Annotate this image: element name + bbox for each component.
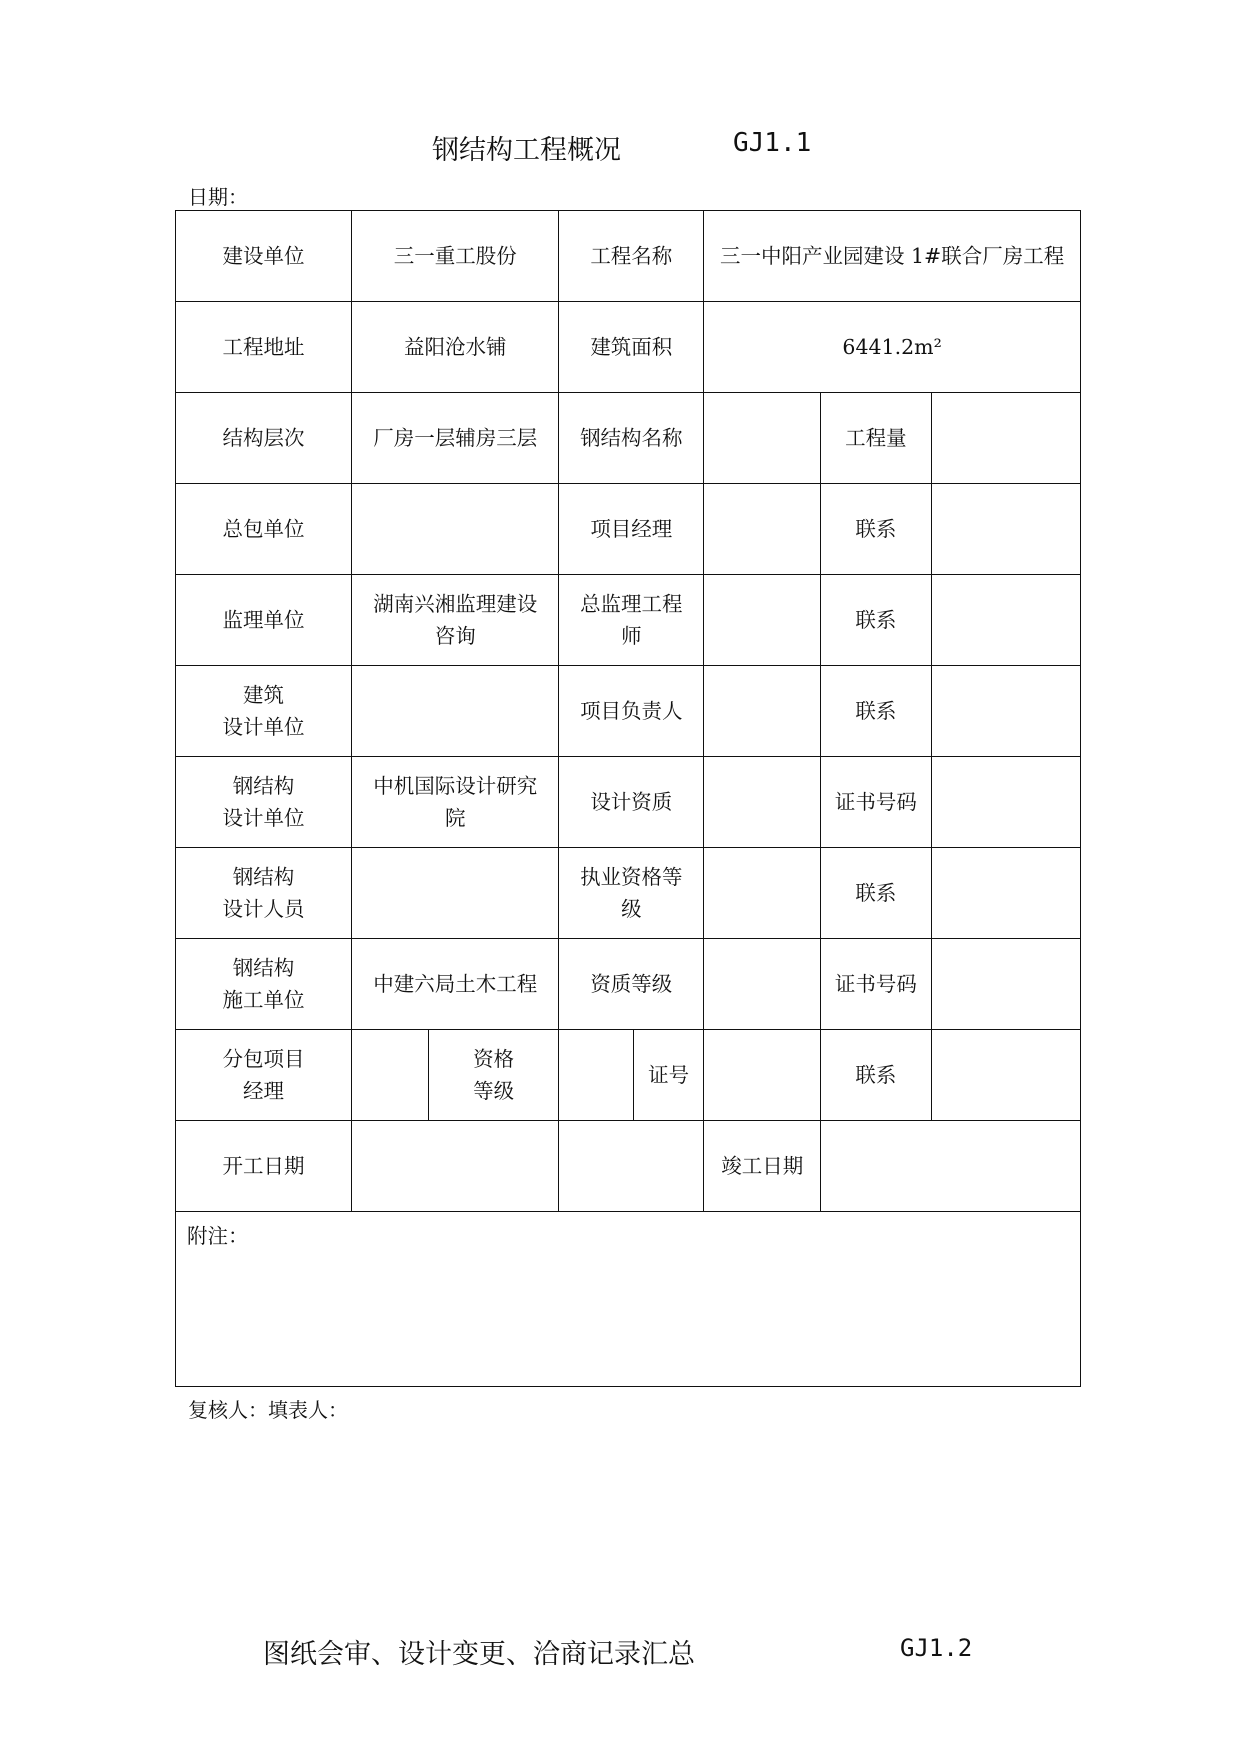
steel-design-value xyxy=(352,757,559,848)
construct-unit-value: 中建六局土木工程 xyxy=(352,939,559,1030)
contact-label: 联系 xyxy=(821,575,931,666)
design-qual-label: 设计资质 xyxy=(559,757,704,848)
table-row xyxy=(176,666,1081,757)
steel-name-label: 钢结构名称 xyxy=(559,393,704,484)
start-date-value xyxy=(352,1121,559,1212)
area-label: 建筑面积 xyxy=(559,302,704,393)
form-code: GJ1.1 xyxy=(733,128,812,158)
steel-design-label-line: 设计单位 xyxy=(222,806,305,830)
next-section-title-block xyxy=(0,1632,1241,1672)
area-value: 6441.2m² xyxy=(704,302,1081,393)
table-row xyxy=(176,211,1081,302)
qual-label-line: 等级 xyxy=(473,1079,515,1103)
sub-manager-label-line: 经理 xyxy=(243,1079,285,1103)
structure-value: 厂房一层辅房三层 xyxy=(352,393,559,484)
arch-design-label-line: 建筑 xyxy=(243,683,285,707)
structure-label: 结构层次 xyxy=(176,393,352,484)
table-row xyxy=(176,939,1081,1030)
next-section-code: GJ1.2 xyxy=(900,1634,973,1662)
sub-manager-label-line: 分包项目 xyxy=(222,1047,305,1071)
notes-label: 附注： xyxy=(187,1224,249,1248)
steel-name-value xyxy=(704,393,821,484)
license-grade-label-line: 级 xyxy=(621,897,642,921)
contact-value xyxy=(931,575,1080,666)
cert-no-label: 证书号码 xyxy=(821,939,931,1030)
contact-label: 联系 xyxy=(821,1030,931,1121)
contact-value xyxy=(931,848,1080,939)
steel-design-label xyxy=(176,757,352,848)
build-unit-value: 三一重工股份 xyxy=(352,211,559,302)
contact-label: 联系 xyxy=(821,666,931,757)
qual-grade-value xyxy=(704,939,821,1030)
supervision-label: 监理单位 xyxy=(176,575,352,666)
chief-engineer-label-line: 师 xyxy=(621,624,642,648)
supervision-value-line: 湖南兴湘监理建设 xyxy=(373,592,538,616)
project-manager-value xyxy=(704,484,821,575)
license-grade-label-line: 执业资格等 xyxy=(580,865,683,889)
finish-date-label: 竣工日期 xyxy=(704,1121,821,1212)
steel-designer-value xyxy=(352,848,559,939)
table-row xyxy=(176,1121,1081,1212)
arch-design-value xyxy=(352,666,559,757)
steel-designer-label-line: 设计人员 xyxy=(222,897,305,921)
license-grade-value xyxy=(704,848,821,939)
build-unit-label: 建设单位 xyxy=(176,211,352,302)
supervision-value xyxy=(352,575,559,666)
address-value: 益阳沧水铺 xyxy=(352,302,559,393)
notes-cell xyxy=(176,1212,1081,1387)
license-grade-label xyxy=(559,848,704,939)
steel-construct-label-line: 钢结构 xyxy=(232,956,295,980)
start-date-label: 开工日期 xyxy=(176,1121,352,1212)
contact-value xyxy=(931,1030,1080,1121)
quantity-label: 工程量 xyxy=(821,393,931,484)
steel-design-value-line: 院 xyxy=(444,806,466,830)
next-section-title: 图纸会审、设计变更、洽商记录汇总 xyxy=(263,1639,695,1670)
project-name-value: 三一中阳产业园建设 1#联合厂房工程 xyxy=(704,211,1081,302)
qual-grade-label: 资质等级 xyxy=(559,939,704,1030)
qual-label-line: 资格 xyxy=(473,1047,515,1071)
cert-no-value xyxy=(931,757,1080,848)
table-row xyxy=(176,575,1081,666)
table-row xyxy=(176,393,1081,484)
chief-engineer-label xyxy=(559,575,704,666)
cert-value xyxy=(704,1030,821,1121)
start-date-extra xyxy=(559,1121,704,1212)
chief-engineer-value xyxy=(704,575,821,666)
contact-label: 联系 xyxy=(821,848,931,939)
arch-design-label-line: 设计单位 xyxy=(222,715,305,739)
general-contractor-label: 总包单位 xyxy=(176,484,352,575)
sub-manager-value xyxy=(352,1030,429,1121)
date-label: 日期： xyxy=(188,185,248,209)
cert-no-label: 证书号码 xyxy=(821,757,931,848)
page-title: 钢结构工程概况 xyxy=(432,135,621,166)
general-contractor-value xyxy=(352,484,559,575)
cert-no-value xyxy=(931,939,1080,1030)
steel-designer-label-line: 钢结构 xyxy=(232,865,295,889)
notes-row xyxy=(176,1212,1081,1387)
project-overview-table xyxy=(175,210,1081,1387)
project-name-label: 工程名称 xyxy=(559,211,704,302)
table-row xyxy=(176,1030,1081,1121)
cert-label: 证号 xyxy=(634,1030,704,1121)
steel-construct-label xyxy=(176,939,352,1030)
project-lead-label: 项目负责人 xyxy=(559,666,704,757)
steel-designer-label xyxy=(176,848,352,939)
signature-labels: 复核人：填表人： xyxy=(188,1398,348,1422)
qual-value xyxy=(559,1030,634,1121)
address-label: 工程地址 xyxy=(176,302,352,393)
finish-date-value xyxy=(821,1121,1081,1212)
table-row xyxy=(176,848,1081,939)
table-row xyxy=(176,484,1081,575)
quantity-value xyxy=(931,393,1080,484)
table-row xyxy=(176,757,1081,848)
project-lead-value xyxy=(704,666,821,757)
design-qual-value xyxy=(704,757,821,848)
contact-value xyxy=(931,484,1080,575)
sub-manager-label xyxy=(176,1030,352,1121)
arch-design-label xyxy=(176,666,352,757)
contact-value xyxy=(931,666,1080,757)
qual-label xyxy=(428,1030,558,1121)
project-manager-label: 项目经理 xyxy=(559,484,704,575)
page-title-block xyxy=(0,128,1241,168)
table-row xyxy=(176,302,1081,393)
supervision-value-line: 咨询 xyxy=(434,624,476,648)
chief-engineer-label-line: 总监理工程 xyxy=(580,592,683,616)
steel-construct-label-line: 施工单位 xyxy=(222,988,305,1012)
steel-design-value-line: 中机国际设计研究 xyxy=(373,774,538,798)
contact-label: 联系 xyxy=(821,484,931,575)
steel-design-label-line: 钢结构 xyxy=(232,774,295,798)
